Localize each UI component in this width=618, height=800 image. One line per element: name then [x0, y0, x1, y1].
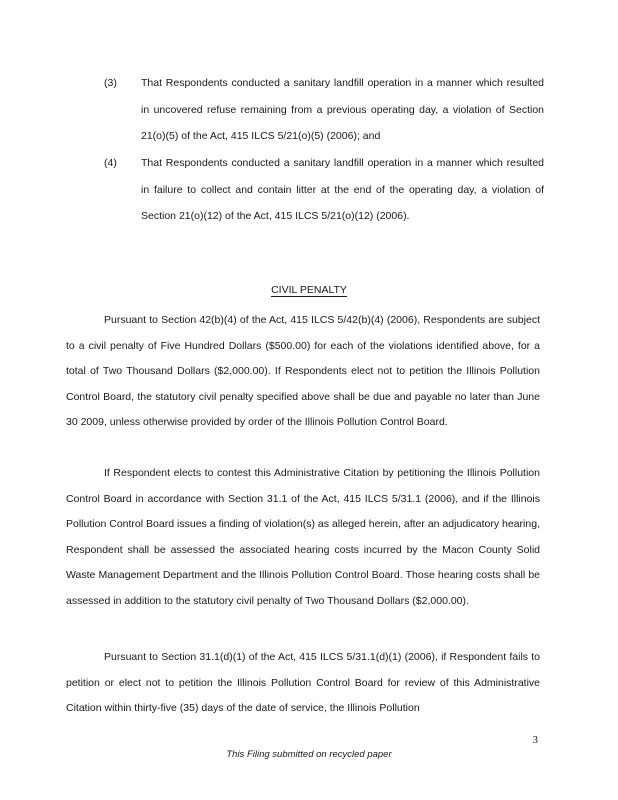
finding-item-4: [104, 150, 544, 230]
paragraph-text: Pursuant to Section 31.1(d)(1) of the Act, 415 ILCS 5/31.1(d)(1) (2006), if Respondent fails to petition or elect not to petition the Illinois Pollution Control Board for review of this Administrative Citation within thirty-five (35) days of the date of service, the Illinois Pollution: [66, 651, 540, 714]
body-paragraph-hearing-costs: [66, 461, 540, 614]
section-heading: [0, 284, 618, 296]
finding-number: (3): [104, 77, 117, 89]
finding-number: (4): [104, 157, 117, 169]
body-paragraph-civil-penalty: [66, 308, 540, 436]
footer-note: This Filing submitted on recycled paper: [226, 749, 392, 760]
finding-item-3: [104, 70, 544, 150]
paragraph-text: Pursuant to Section 42(b)(4) of the Act, 415 ILCS 5/42(b)(4) (2006), Respondents are subject to a civil penalty of Five Hundred Dollars ($500.00) for each of the violations identified above, for a total of Two Thousand Dollars ($2,000.00). If Respondents elect not to petition the Illinois Pollution Control Board, the statutory civil penalty specified above shall be due and payable no later than June 30 2009, unless otherwise provided by order of the Illinois Pollution Control Board.: [66, 314, 540, 428]
section-heading-text: CIVIL PENALTY: [271, 284, 347, 296]
finding-text: That Respondents conducted a sanitary landfill operation in a manner which resulted in failure to collect and contain litter at the end of the operating day, a violation of Section 21(o)(12) of the Act, 415 ILCS 5/21(o)(12) (2006).: [141, 157, 544, 222]
finding-text: That Respondents conducted a sanitary landfill operation in a manner which resulted in uncovered refuse remaining from a previous operating day, a violation of Section 21(o)(5) of the Act, 415 ILCS 5/21(o)(5) (2006); and: [141, 77, 544, 142]
body-paragraph-failure-to-petition: [66, 645, 540, 722]
paragraph-text: If Respondent elects to contest this Administrative Citation by petitioning the Illinois Pollution Control Board in accordance with Section 31.1 of the Act, 415 ILCS 5/31.1 (2006), and if the Illinois Pollution Control Board issues a finding of violation(s) as alleged herein, after an adjudicatory hearing, Respondent shall be assessed the associated hearing costs incurred by the Macon County Solid Waste Management Department and the Illinois Pollution Control Board. Those hearing costs shall be assessed in addition to the statutory civil penalty of Two Thousand Dollars ($2,000.00).: [66, 467, 540, 607]
page-number: 3: [532, 734, 538, 746]
